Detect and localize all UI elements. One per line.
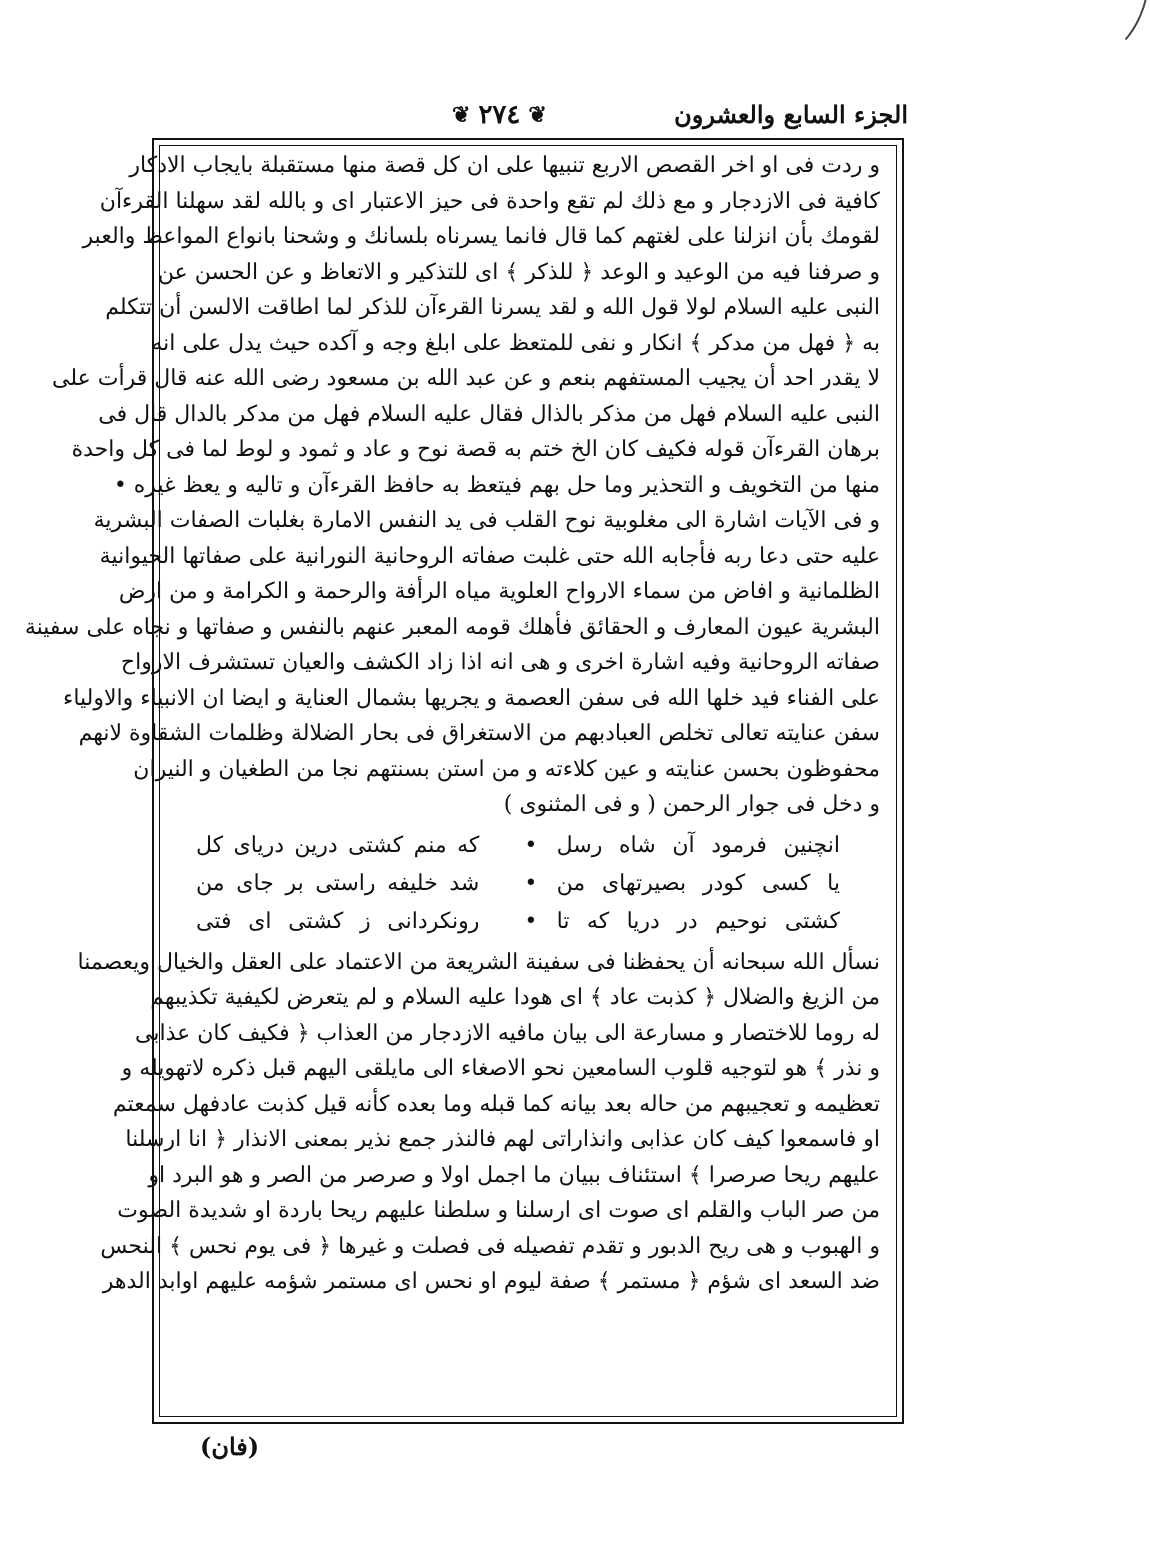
text-line: و نذر ﴾ هو لتوجيه قلوب السامعين نحو الاصغاء الى مايلقى اليهم قبل ذكره لاتهويله و (121, 1056, 880, 1081)
text-line: و الهبوب و هى ريح الدبور و تقدم تفصيله فى فصلت و غيرها ﴿ فى يوم نحس ﴾ النحس (100, 1233, 880, 1259)
poem-hemistich-second: شد خليفه راستى بر جاى من (196, 870, 480, 896)
text-line: من الزيغ والضلال ﴿ كذبت عاد ﴾ اى هودا عليه السلام و لم يتعرض لكيفية تكذيبهم (150, 985, 880, 1010)
verse-separator: • (524, 870, 538, 896)
body-text-top (24, 148, 880, 823)
poem-hemistich-second: كه منم كشتى درين درياى كل (196, 832, 480, 858)
text-line: برهان القرءآن قوله فكيف كان الخ ختم به قصة نوح و عاد و ثمود و لوط لما فى كل واحدة (71, 437, 880, 462)
text-line: البشرية عيون المعارف و الحقائق فأهلك قومه المعبر عنهم بالنفس و صفاتها و نجاه على سفينة (24, 614, 880, 640)
running-head: الجزء السابع والعشرون (674, 100, 908, 129)
text-line: و دخل فى جوار الرحمن ( و فى المثنوى ) (503, 792, 880, 817)
text-line: سفن عنايته تعالى تخلص العبادبهم من الاستغراق فى بحار الضلالة وظلمات الشقاوة لانهم (78, 721, 880, 746)
main-text (24, 148, 880, 1300)
text-line: لقومك بأن انزلنا على لغتهم كما قال فانما يسرناه بلسانك و وشحنا بانواع المواعظ والعبر (82, 224, 880, 249)
text-line: صفاته الروحانية وفيه اشارة اخرى و هى انه اذا زاد الكشف والعيان تستشرف الارواح (120, 650, 880, 675)
poem-verse (196, 865, 840, 903)
catchword: (فان) (200, 1432, 260, 1461)
text-line: به ﴿ فهل من مدكر ﴾ انكار و نفى للمتعظ على ابلغ وجه و آكده حيث يدل على انه (151, 330, 880, 356)
poem-hemistich-first: انچنين فرمود آن شاه رسل (556, 832, 840, 858)
text-line: و صرفنا فيه من الوعيد و الوعد ﴿ للذكر ﴾ اى للتذكير و الاتعاظ و عن الحسن عن (157, 259, 880, 285)
text-line: النبى عليه السلام لولا قول الله و لقد يسرنا القرءآن للذكر لما اطاقت الالسن أن تتكلم (105, 295, 880, 320)
page-header (152, 95, 908, 135)
text-line: او فاسمعوا كيف كان عذابى وانذاراتى لهم فالنذر جمع نذير بمعنى الانذار ﴿ انا ارسلنا (125, 1127, 880, 1152)
persian-poem (196, 827, 840, 941)
text-line: لا يقدر احد أن يجيب المستفهم بنعم و عن عبد الله بن مسعود رضى الله عنه قال قرأت على (52, 366, 880, 391)
text-line: تعظيمه و تعجيبهم من حاله بعد بيانه كما قبله وما بعده كأنه قيل كذبت عادفهل سمعتم (112, 1091, 880, 1117)
poem-hemistich-first: يا كسى كودر بصيرتهاى من (556, 870, 840, 896)
text-line: نسأل الله سبحانه أن يحفظنا فى سفينة الشريعة من الاعتماد على العقل والخيال ويعصمنا (77, 949, 880, 975)
text-line: محفوظون بحسن عنايته و عين كلاءته و من استن بسنتهم نجا من الطغيان و النيران (133, 756, 880, 782)
ornament-right-icon: ❦ (528, 102, 547, 128)
text-frame (24, 138, 904, 1424)
poem-verse (196, 903, 840, 941)
poem-hemistich-second: رونكردانى ز كشتى اى فتى (196, 908, 480, 934)
text-line: و فى الآيات اشارة الى مغلوبية نوح القلب فى يد النفس الامارة بغلبات الصفات البشرية (93, 508, 880, 533)
text-line: عليه حتى دعا ربه فأجابه الله حتى غلبت صفاته الروحانية النورانية على صفاتها الحيوانية (99, 543, 880, 569)
poem-hemistich-first: كشتى نوحيم در دريا كه تا (556, 908, 840, 934)
body-text-bottom (77, 945, 880, 1300)
page-number-group (452, 95, 547, 135)
text-line: النبى عليه السلام فهل من مذكر بالذال فقال عليه السلام فهل من مدكر بالدال قال فى (98, 401, 880, 427)
page-number: ٢٧٤ (478, 100, 521, 130)
text-line: له روما للاختصار و مسارعة الى بيان مافيه الازدجار من العذاب ﴿ فكيف كان عذابى (135, 1020, 880, 1046)
text-line: من صر الباب والقلم اى صوت اى ارسلنا و سلطنا عليهم ريحا باردة او شديدة الصوت (117, 1198, 880, 1223)
poem-verse (196, 827, 840, 865)
text-line: عليهم ريحا صرصرا ﴾ استئناف ببيان ما اجمل اولا و صرصر من الصر و هو البرد او (148, 1162, 880, 1188)
verse-separator: • (524, 832, 538, 858)
ornament-left-icon: ❦ (452, 102, 471, 128)
text-line: ضد السعد اى شؤم ﴿ مستمر ﴾ صفة ليوم او نحس اى مستمر شؤمه عليهم اوابد الدهر (102, 1269, 880, 1294)
text-line: الظلمانية و افاض من سماء الارواح العلوية مياه الرأفة والرحمة و الكرامة و من ارض (118, 579, 880, 604)
verse-separator: • (524, 908, 538, 934)
page-corner-curve (1006, 0, 1150, 64)
text-line: و ردت فى او اخر القصص الاربع تنبيها على ان كل قصة منها مستقبلة بايجاب الادكار (129, 153, 880, 178)
text-line: منها من التخويف و التحذير وما حل بهم فيتعظ به حافظ القرءآن و تاليه و يعظ غيره • (113, 472, 880, 498)
text-line: على الفناء فيد خلها الله فى سفن العصمة و يجريها بشمال العناية و ايضا ان الانبياء والاولياء (63, 685, 880, 711)
text-line: كافية فى الازدجار و مع ذلك لم تقع واحدة فى حيز الاعتبار اى و بالله لقد سهلنا القرءآن (99, 188, 880, 214)
